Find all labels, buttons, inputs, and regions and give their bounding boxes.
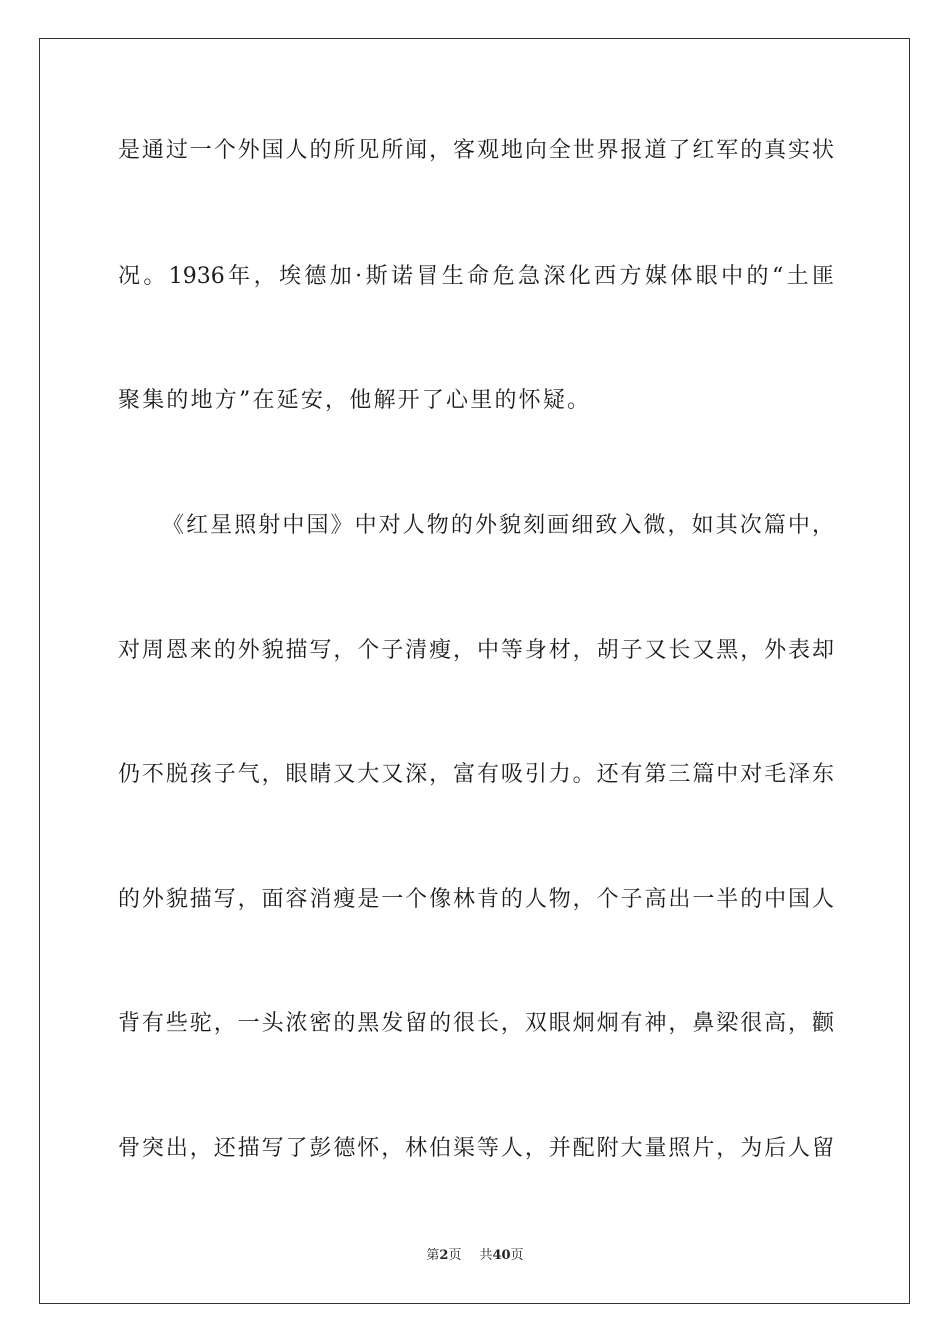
body-text-line: 是通过一个外国人的所见所闻，客观地向全世界报道了红军的真实状 [118,138,834,163]
page-label-suffix: 页 [448,1248,462,1263]
total-pages: 40 [492,1248,511,1263]
body-text-line: 背有些驼，一头浓密的黑发留的很长，双眼炯炯有神，鼻梁很高，颧 [118,1011,834,1036]
total-label-prefix: 共 [479,1248,493,1263]
body-text-line: 聚集的地方”在延安，他解开了心里的怀疑。 [118,388,592,413]
total-label-suffix: 页 [510,1248,524,1263]
body-text-line: 的外貌描写，面容消瘦是一个像林肯的人物，个子高出一半的中国人 [118,887,834,912]
body-text-line: 仍不脱孩子气，眼睛又大又深，富有吸引力。还有第三篇中对毛泽东 [118,762,834,787]
body-text-line: 骨突出，还描写了彭德怀，林伯渠等人，并配附大量照片，为后人留 [118,1136,834,1161]
page-label-prefix: 第 [426,1248,440,1263]
paragraph-first-line: 《红星照射中国》中对人物的外貌刻画细致入微，如其次篇中， [162,513,834,538]
page-number: 2 [439,1248,449,1263]
page-footer [0,1247,950,1265]
body-text-line: 对周恩来的外貌描写，个子清瘦，中等身材，胡子又长又黑，外表却 [118,638,834,663]
page-border [39,38,910,1304]
body-text-line: 况。1936年，埃德加·斯诺冒生命危急深化西方媒体眼中的“土匪 [118,264,834,289]
